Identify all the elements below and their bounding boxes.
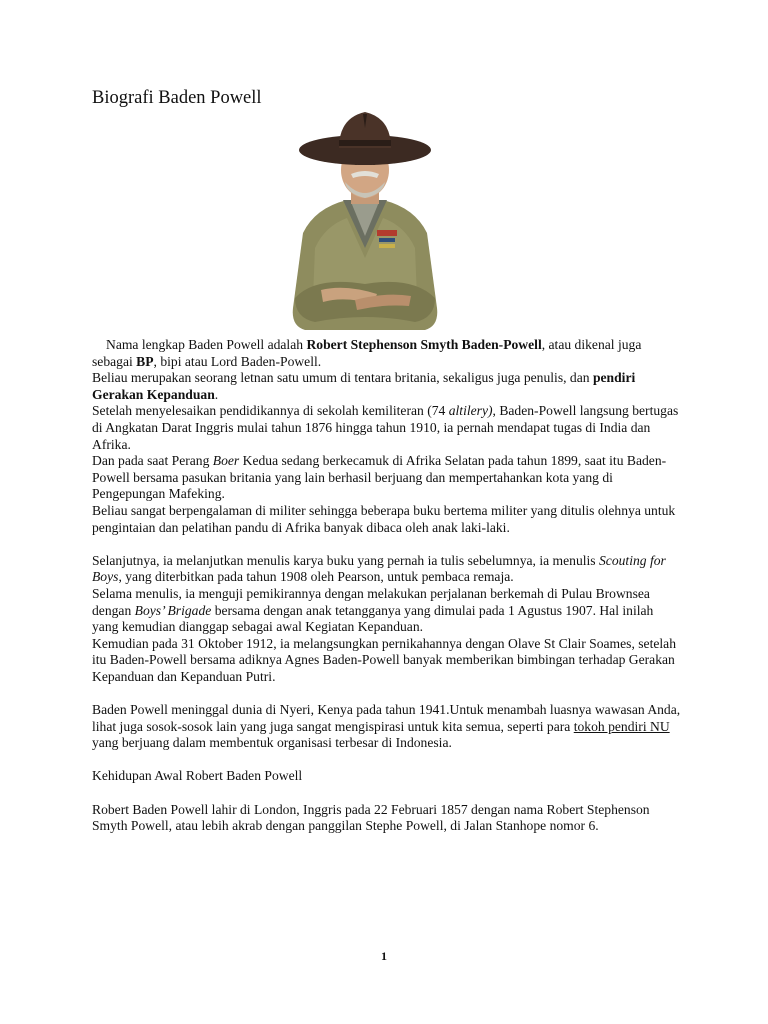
nu-founders-link[interactable]: tokoh pendiri NU <box>573 718 670 734</box>
baden-powell-portrait <box>285 108 445 330</box>
paragraph-scouting-for-boys: Selanjutnya, ia melanjutkan menulis karya buku yang pernah ia tulis sebelumnya, ia menulis Scouting for Boys, yang diterbitkan pada tahun 1908 oleh Pearson, untuk pembaca remaja. <box>92 552 666 585</box>
bp-nickname: BP <box>136 353 154 369</box>
paragraph-intro: Nama lengkap Baden Powell adalah Robert Stephenson Smyth Baden-Powell, atau dikenal juga sebagai BP, bipi atau Lord Baden-Powell. <box>92 337 642 369</box>
article-body <box>92 337 682 835</box>
paragraph-role: Beliau merupakan seorang letnan satu umum di tentara britania, sekaligus juga penulis, dan pendiri Gerakan Kepanduan. <box>92 370 636 402</box>
page-number: 1 <box>381 949 387 963</box>
paragraph-marriage: Kemudian pada 31 Oktober 1912, ia melangsungkan pernikahannya dengan Olave St Clair Soames, setelah itu Baden-Powell bersama adiknya Agnes Baden-Powell banyak memberikan bimbingan terhadap Gerakan Kepanduan dan Kepanduan Putri. <box>92 635 676 684</box>
paragraph-death: Baden Powell meninggal dunia di Nyeri, Kenya pada tahun 1941.Untuk menambah luasnya wawasan Anda, lihat juga sosok-sosok lain yang juga sangat mengispirasi untuk kita semua, seperti para tokoh pendiri NU yang berjuang dalam membentuk organisasi terbesar di Indonesia. <box>92 702 681 751</box>
founder-phrase: pendiri Gerakan Kepanduan <box>92 370 636 402</box>
section-heading-early-life: Kehidupan Awal Robert Baden Powell <box>92 768 303 784</box>
page-title: Biografi Baden Powell <box>92 88 262 108</box>
paragraph-military-books: Beliau sangat berpengalaman di militer sehingga beberapa buku bertema militer yang ditulis olehnya untuk pengintaian dan pelatihan pandu di Afrika banyak dibaca oleh anak laki-laki. <box>92 502 676 535</box>
paragraph-military-career: Setelah menyelesaikan pendidikannya di sekolah kemiliteran (74 altilery), Baden-Powell langsung bertugas di Angkatan Darat Inggris mulai tahun 1876 hingga tahun 1910, ia pernah mendapat tugas di India dan Afrika. <box>92 403 679 452</box>
paragraph-boer-war: Dan pada saat Perang Boer Kedua sedang berkecamuk di Afrika Selatan pada tahun 1899, saat itu Baden-Powell bersama pasukan britania yang lain berhasil berjuang dan mempertahankan kota yang di Pengepungan Mafeking. <box>92 453 667 502</box>
full-name: Robert Stephenson Smyth Baden-Powell <box>306 337 542 352</box>
paragraph-brownsea: Selama menulis, ia menguji pemikirannya dengan melakukan perjalanan berkemah di Pulau Brownsea dengan Boys’ Brigade bersama dengan anak tetangganya yang dimulai pada 1 Agustus 1907. Hal inilah yang kemudian dianggap sebagai awal Kegiatan Kepanduan. <box>92 585 654 635</box>
paragraph-birth: Robert Baden Powell lahir di London, Inggris pada 22 Februari 1857 dengan nama Robert Stephenson Smyth Powell, atau lebih akrab dengan panggilan Stephe Powell, di Jalan Stanhope nomor 6. <box>92 801 650 834</box>
